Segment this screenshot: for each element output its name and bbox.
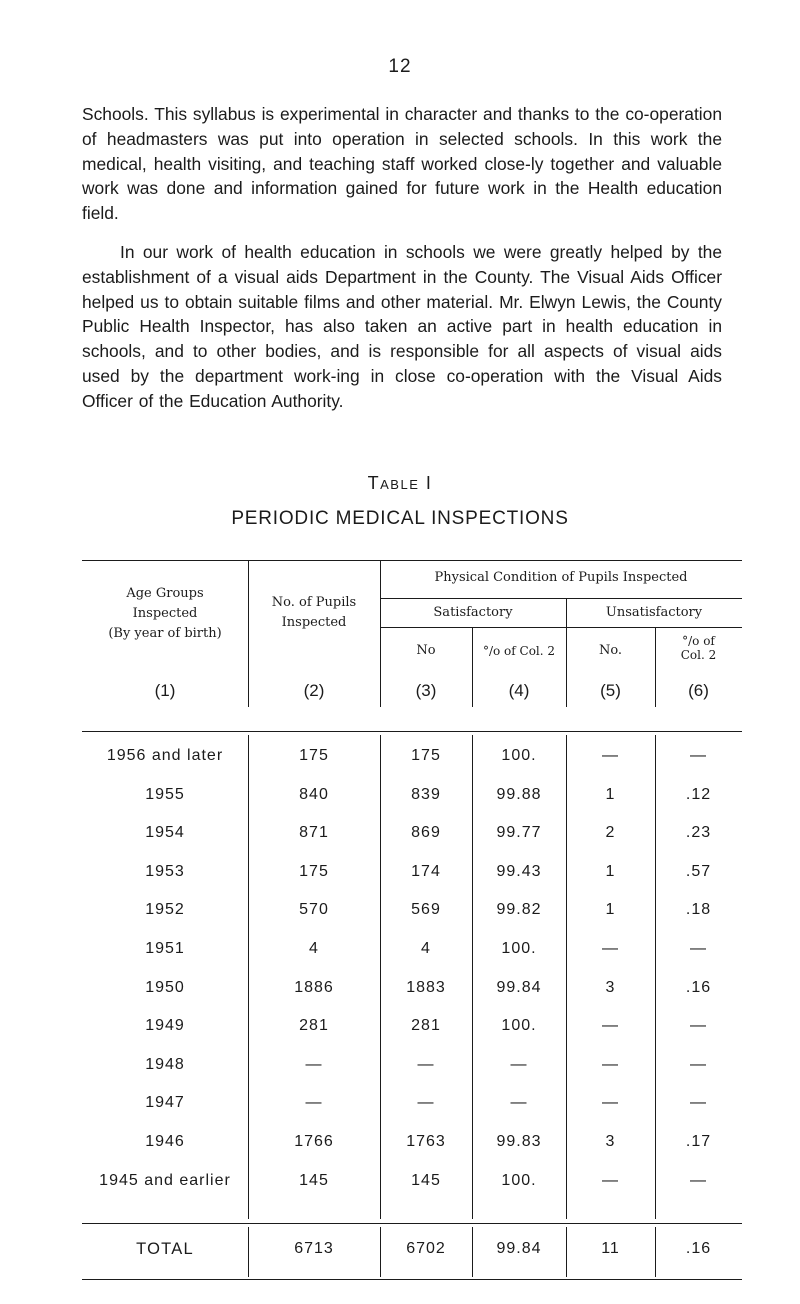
total-cell: 6702 [406, 1240, 446, 1257]
table-cell: — [690, 1172, 707, 1189]
header-satisfactory: Satisfactory [433, 605, 513, 620]
table-cell: 100. [501, 940, 537, 957]
total-cell: .16 [685, 1240, 712, 1257]
table-cell: 174 [411, 863, 441, 880]
row-label: 1947 [145, 1094, 185, 1111]
row-label: 1953 [145, 863, 185, 880]
table-cell: — [510, 1094, 528, 1111]
table-cell: 1766 [294, 1133, 334, 1150]
total-cell: 11 [601, 1240, 620, 1257]
row-label: 1954 [145, 824, 185, 841]
table-cell: 281 [411, 1017, 441, 1034]
table-cell: 175 [299, 747, 329, 764]
table-cell: — [690, 747, 707, 764]
table-cell: 99.88 [496, 786, 542, 803]
table-cell: — [417, 1094, 435, 1111]
table-cell: 100. [501, 747, 537, 764]
total-cell: 6713 [294, 1240, 334, 1257]
table-cell: .16 [685, 979, 712, 996]
table-cell: 3 [605, 979, 616, 996]
table-cell: — [690, 1056, 707, 1073]
table-cell: .12 [685, 786, 712, 803]
table-cell: .17 [685, 1133, 712, 1150]
column-number: (2) [303, 681, 325, 700]
row-label: 1946 [145, 1133, 185, 1150]
column-number: (5) [600, 681, 621, 700]
row-label: 1945 and earlier [99, 1172, 231, 1189]
table-cell: 4 [309, 940, 319, 957]
page-number: 12 [388, 56, 412, 77]
table-cell: 869 [411, 824, 441, 841]
table-cell: .18 [685, 901, 712, 918]
header-sub-rule [380, 598, 742, 599]
header-age-groups: Age Groups Inspected (By year of birth) [108, 586, 222, 641]
header-bottom-rule [82, 731, 742, 732]
header-pupils-inspected: No. of Pupils Inspected [271, 595, 357, 630]
body-paragraph: Schools. This syllabus is experimental in character and thanks to the co-operation of headmasters was put into operation in selected schools. In this work the medical, health visiting, and teaching staff worked close-ly together and valuable work was done and information gained for future work in the Health education field. [82, 104, 722, 224]
table-cell: — [690, 1017, 707, 1034]
table-cell: 4 [421, 940, 431, 957]
column-number: (1) [154, 681, 176, 700]
table-cell: .23 [685, 824, 712, 841]
table-cell: — [510, 1056, 528, 1073]
body-paragraph: In our work of health education in schools we were greatly helped by the establishment of a visual aids Department in the County. The Visual Aids Officer helped us to obtain suitable films and other material. Mr. Elwyn Lewis, the County Public Health Inspector, has also taken an active part in health education in schools, and to other bodies, and is responsible for all aspects of visual aids used by the department work-ing in close co-operation with the Visual Aids Officer of the Education Authority. [82, 242, 722, 411]
total-top-rule [82, 1223, 742, 1224]
column-number: (6) [688, 681, 709, 700]
total-cell: 99.84 [496, 1240, 542, 1257]
table-cell: — [305, 1056, 323, 1073]
table-cell: .57 [685, 863, 712, 880]
row-label: 1955 [145, 786, 185, 803]
total-label: TOTAL [136, 1240, 194, 1258]
table-cell: 145 [299, 1172, 329, 1189]
row-label: 1948 [145, 1056, 185, 1073]
table-cell: 1883 [406, 979, 446, 996]
table-cell: — [602, 940, 619, 957]
table-cell: — [602, 747, 619, 764]
table-cell: 1 [605, 863, 616, 880]
table-cell: 570 [299, 901, 329, 918]
table-cell: 871 [299, 824, 329, 841]
table-cell: 99.82 [496, 901, 542, 918]
header-unsatisfactory: Unsatisfactory [605, 605, 703, 620]
table-cell: — [602, 1056, 619, 1073]
table-cell: — [690, 1094, 707, 1111]
header-sat-pct: °/o of Col. 2 [482, 644, 556, 658]
table-cell: 99.77 [496, 824, 542, 841]
table-bottom-rule [82, 1279, 742, 1280]
table-cell: 1886 [294, 979, 334, 996]
table-cell: 99.43 [496, 863, 542, 880]
table-cell: — [305, 1094, 323, 1111]
table-cell: — [602, 1017, 619, 1034]
row-label: 1952 [145, 901, 185, 918]
table-cell: 99.83 [496, 1133, 542, 1150]
table-title: PERIODIC MEDICAL INSPECTIONS [231, 508, 569, 529]
table-label: Table I [367, 473, 433, 493]
row-label: 1951 [145, 940, 185, 957]
table-cell: 569 [411, 901, 441, 918]
column-number: (4) [508, 681, 530, 700]
column-number: (3) [415, 681, 437, 700]
table-cell: 1 [605, 901, 616, 918]
table-cell: 1 [605, 786, 616, 803]
row-label: 1956 and later [106, 747, 224, 764]
header-unsat-no: No. [598, 643, 623, 658]
table-cell: 175 [411, 747, 441, 764]
table-cell: — [602, 1172, 619, 1189]
table-cell: 100. [501, 1017, 537, 1034]
table-cell: 2 [605, 824, 616, 841]
table-cell: 281 [299, 1017, 329, 1034]
table-cell: 145 [411, 1172, 441, 1189]
header-sub-rule [380, 627, 742, 628]
table-cell: 1763 [406, 1133, 446, 1150]
table-cell: — [602, 1094, 619, 1111]
row-label: 1950 [145, 979, 185, 996]
table-cell: 840 [299, 786, 329, 803]
table-cell: 839 [411, 786, 441, 803]
table-cell: — [690, 940, 707, 957]
header-unsat-pct: °/o of Col. 2 [680, 634, 717, 662]
table-cell: — [417, 1056, 435, 1073]
table-cell: 99.84 [496, 979, 542, 996]
table-cell: 100. [501, 1172, 537, 1189]
table-cell: 175 [299, 863, 329, 880]
row-label: 1949 [145, 1017, 185, 1034]
table-top-rule [82, 560, 742, 561]
header-sat-no: No [416, 643, 436, 658]
table-cell: 3 [605, 1133, 616, 1150]
header-physical-condition: Physical Condition of Pupils Inspected [434, 570, 688, 585]
